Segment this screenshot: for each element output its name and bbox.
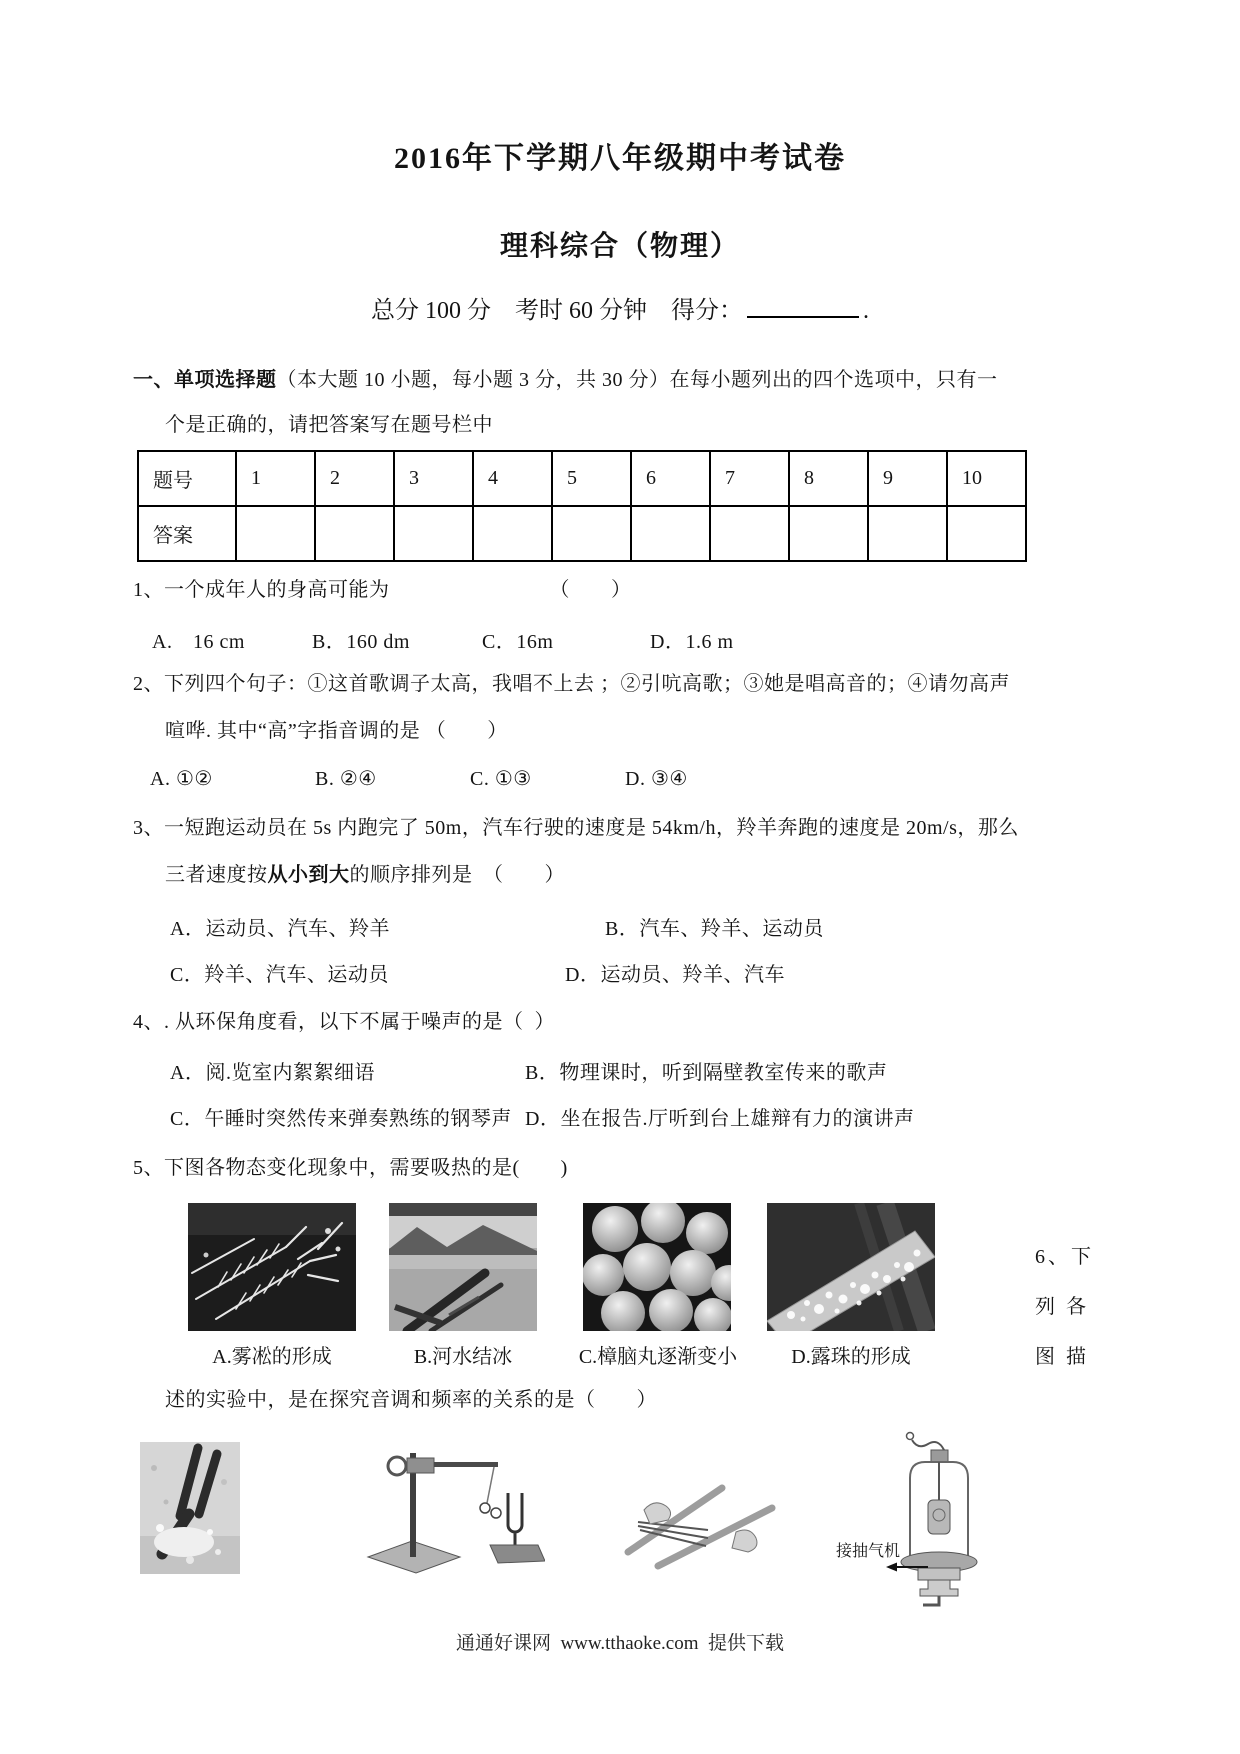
question-number-cell: 6	[631, 451, 710, 506]
ruler-vibration-diagram	[620, 1480, 778, 1575]
question-4-option-c: C．午睡时突然传来弹奏熟练的钢琴声	[170, 1108, 512, 1130]
question-number-cell: 8	[789, 451, 868, 506]
bell-jar-vacuum-diagram	[898, 1428, 980, 1618]
table-header-cell: 题号	[138, 451, 236, 506]
question-number-cell: 7	[710, 451, 789, 506]
question-6-wrap-line2: 列 各	[1035, 1296, 1089, 1318]
answer-label-cell: 答案	[138, 506, 236, 561]
tuning-fork-stand-diagram	[360, 1445, 545, 1582]
score-gap-1	[491, 298, 515, 324]
answer-input-cell[interactable]	[868, 506, 947, 561]
question-3-line2-post: 的顺序排列是 （ ）	[349, 864, 565, 886]
question-1-option-b: B．160 dm	[312, 631, 410, 653]
question-2-stem-line2: 喧哗. 其中“高”字指音调的是 （ ）	[165, 720, 508, 742]
question-2-option-c: C. ①③	[470, 768, 532, 790]
section-desc: （本大题 10 小题，每小题 3 分，共 30 分）在每小题列出的四个选项中，只有一	[276, 369, 998, 391]
score-label: 得分：	[671, 298, 743, 324]
section-title: 一、单项选择题	[133, 369, 277, 391]
caption-mothballs: C.樟脑丸逐渐变小	[578, 1346, 738, 1368]
question-2-option-a: A. ①②	[150, 768, 213, 790]
question-1-answer-paren: （ ）	[549, 579, 632, 601]
answer-input-cell[interactable]	[710, 506, 789, 561]
question-3-line2-pre: 三者速度按	[165, 864, 268, 886]
score-period: .	[863, 298, 869, 324]
question-number-cell: 4	[473, 451, 552, 506]
mothballs-photo	[583, 1203, 731, 1331]
question-3-option-b: B．汽车、羚羊、运动员	[605, 918, 824, 940]
answer-input-cell[interactable]	[789, 506, 868, 561]
question-3-option-d: D．运动员、羚羊、汽车	[565, 964, 785, 986]
footer-watermark: 通通好课网 www.tthaoke.com 提供下载	[455, 1633, 785, 1654]
score-blank-line[interactable]	[747, 292, 859, 318]
question-4-option-d: D．坐在报告.厅听到台上雄辩有力的演讲声	[525, 1108, 915, 1130]
question-3-option-a: A．运动员、汽车、羚羊	[170, 918, 390, 940]
question-number-cell: 9	[868, 451, 947, 506]
river-ice-photo	[389, 1203, 537, 1331]
exam-subtitle: 理科综合（物理）	[499, 231, 740, 262]
question-3-stem-line1: 3、一短跑运动员在 5s 内跑完了 50m，汽车行驶的速度是 54km/h，羚羊奔跑的速度是 20m/s，那么	[133, 817, 1019, 839]
question-6-wrap-line1: 6、下	[1035, 1246, 1094, 1268]
answer-input-cell[interactable]	[552, 506, 631, 561]
exam-time-text: 考时 60 分钟	[515, 298, 647, 324]
question-5-stem: 5、下图各物态变化现象中，需要吸热的是( )	[133, 1157, 568, 1179]
pump-arrow-icon	[886, 1560, 928, 1578]
question-6-stem-cont: 述的实验中，是在探究音调和频率的关系的是（ ）	[165, 1389, 657, 1411]
page-title: 2016年下学期八年级期中考试卷	[394, 142, 846, 175]
question-1-option-d: D．1.6 m	[650, 631, 734, 653]
caption-dewdrops: D.露珠的形成	[791, 1346, 911, 1368]
caption-frost: A.雾凇的形成	[212, 1346, 332, 1368]
answer-input-cell[interactable]	[236, 506, 315, 561]
dewdrops-photo	[767, 1203, 935, 1331]
pump-label: 接抽气机	[836, 1543, 901, 1560]
question-1-option-c: C．16m	[482, 631, 554, 653]
answer-input-cell[interactable]	[315, 506, 394, 561]
answer-input-cell[interactable]	[473, 506, 552, 561]
answer-input-cell[interactable]	[631, 506, 710, 561]
frost-photo	[188, 1203, 356, 1331]
question-3-line2-bold: 从小到大	[267, 864, 350, 886]
question-number-cell: 2	[315, 451, 394, 506]
question-4-option-b: B．物理课时，听到隔壁教室传来的歌声	[525, 1062, 888, 1084]
question-number-cell: 1	[236, 451, 315, 506]
answer-table	[137, 450, 1027, 562]
question-6-wrap-line3: 图 描	[1035, 1346, 1089, 1368]
tuning-fork-in-water-photo	[140, 1442, 240, 1579]
question-4-option-a: A．阅.览室内絮絮细语	[170, 1062, 375, 1084]
total-score-text: 总分 100 分	[371, 298, 491, 324]
score-summary	[0, 290, 1240, 325]
question-2-option-d: D. ③④	[625, 768, 688, 790]
answer-input-cell[interactable]	[394, 506, 473, 561]
answer-row	[138, 506, 1026, 561]
question-4-stem: 4、. 从环保角度看，以下不属于噪声的是（ ）	[133, 1011, 555, 1033]
section-heading	[133, 368, 998, 392]
question-number-cell: 3	[394, 451, 473, 506]
question-number-row	[138, 451, 1026, 506]
score-gap-2	[647, 298, 671, 324]
question-1-option-a: A. 16 cm	[152, 631, 245, 653]
question-number-cell: 5	[552, 451, 631, 506]
section-desc-line2: 个是正确的，请把答案写在题号栏中	[165, 414, 493, 436]
answer-input-cell[interactable]	[947, 506, 1026, 561]
question-1-text: 1、一个成年人的身高可能为	[133, 579, 390, 601]
question-2-stem-line1: 2、下列四个句子：①这首歌调子太高，我唱不上去 ；②引吭高歌；③她是唱高音的；④请勿高声	[133, 673, 1010, 695]
question-number-cell: 10	[947, 451, 1026, 506]
question-2-option-b: B. ②④	[315, 768, 377, 790]
question-3-option-c: C．羚羊、汽车、运动员	[170, 964, 389, 986]
question-1-stem	[133, 578, 632, 602]
question-3-stem-line2	[165, 863, 565, 887]
caption-river-ice: B.河水结冰	[413, 1346, 513, 1368]
